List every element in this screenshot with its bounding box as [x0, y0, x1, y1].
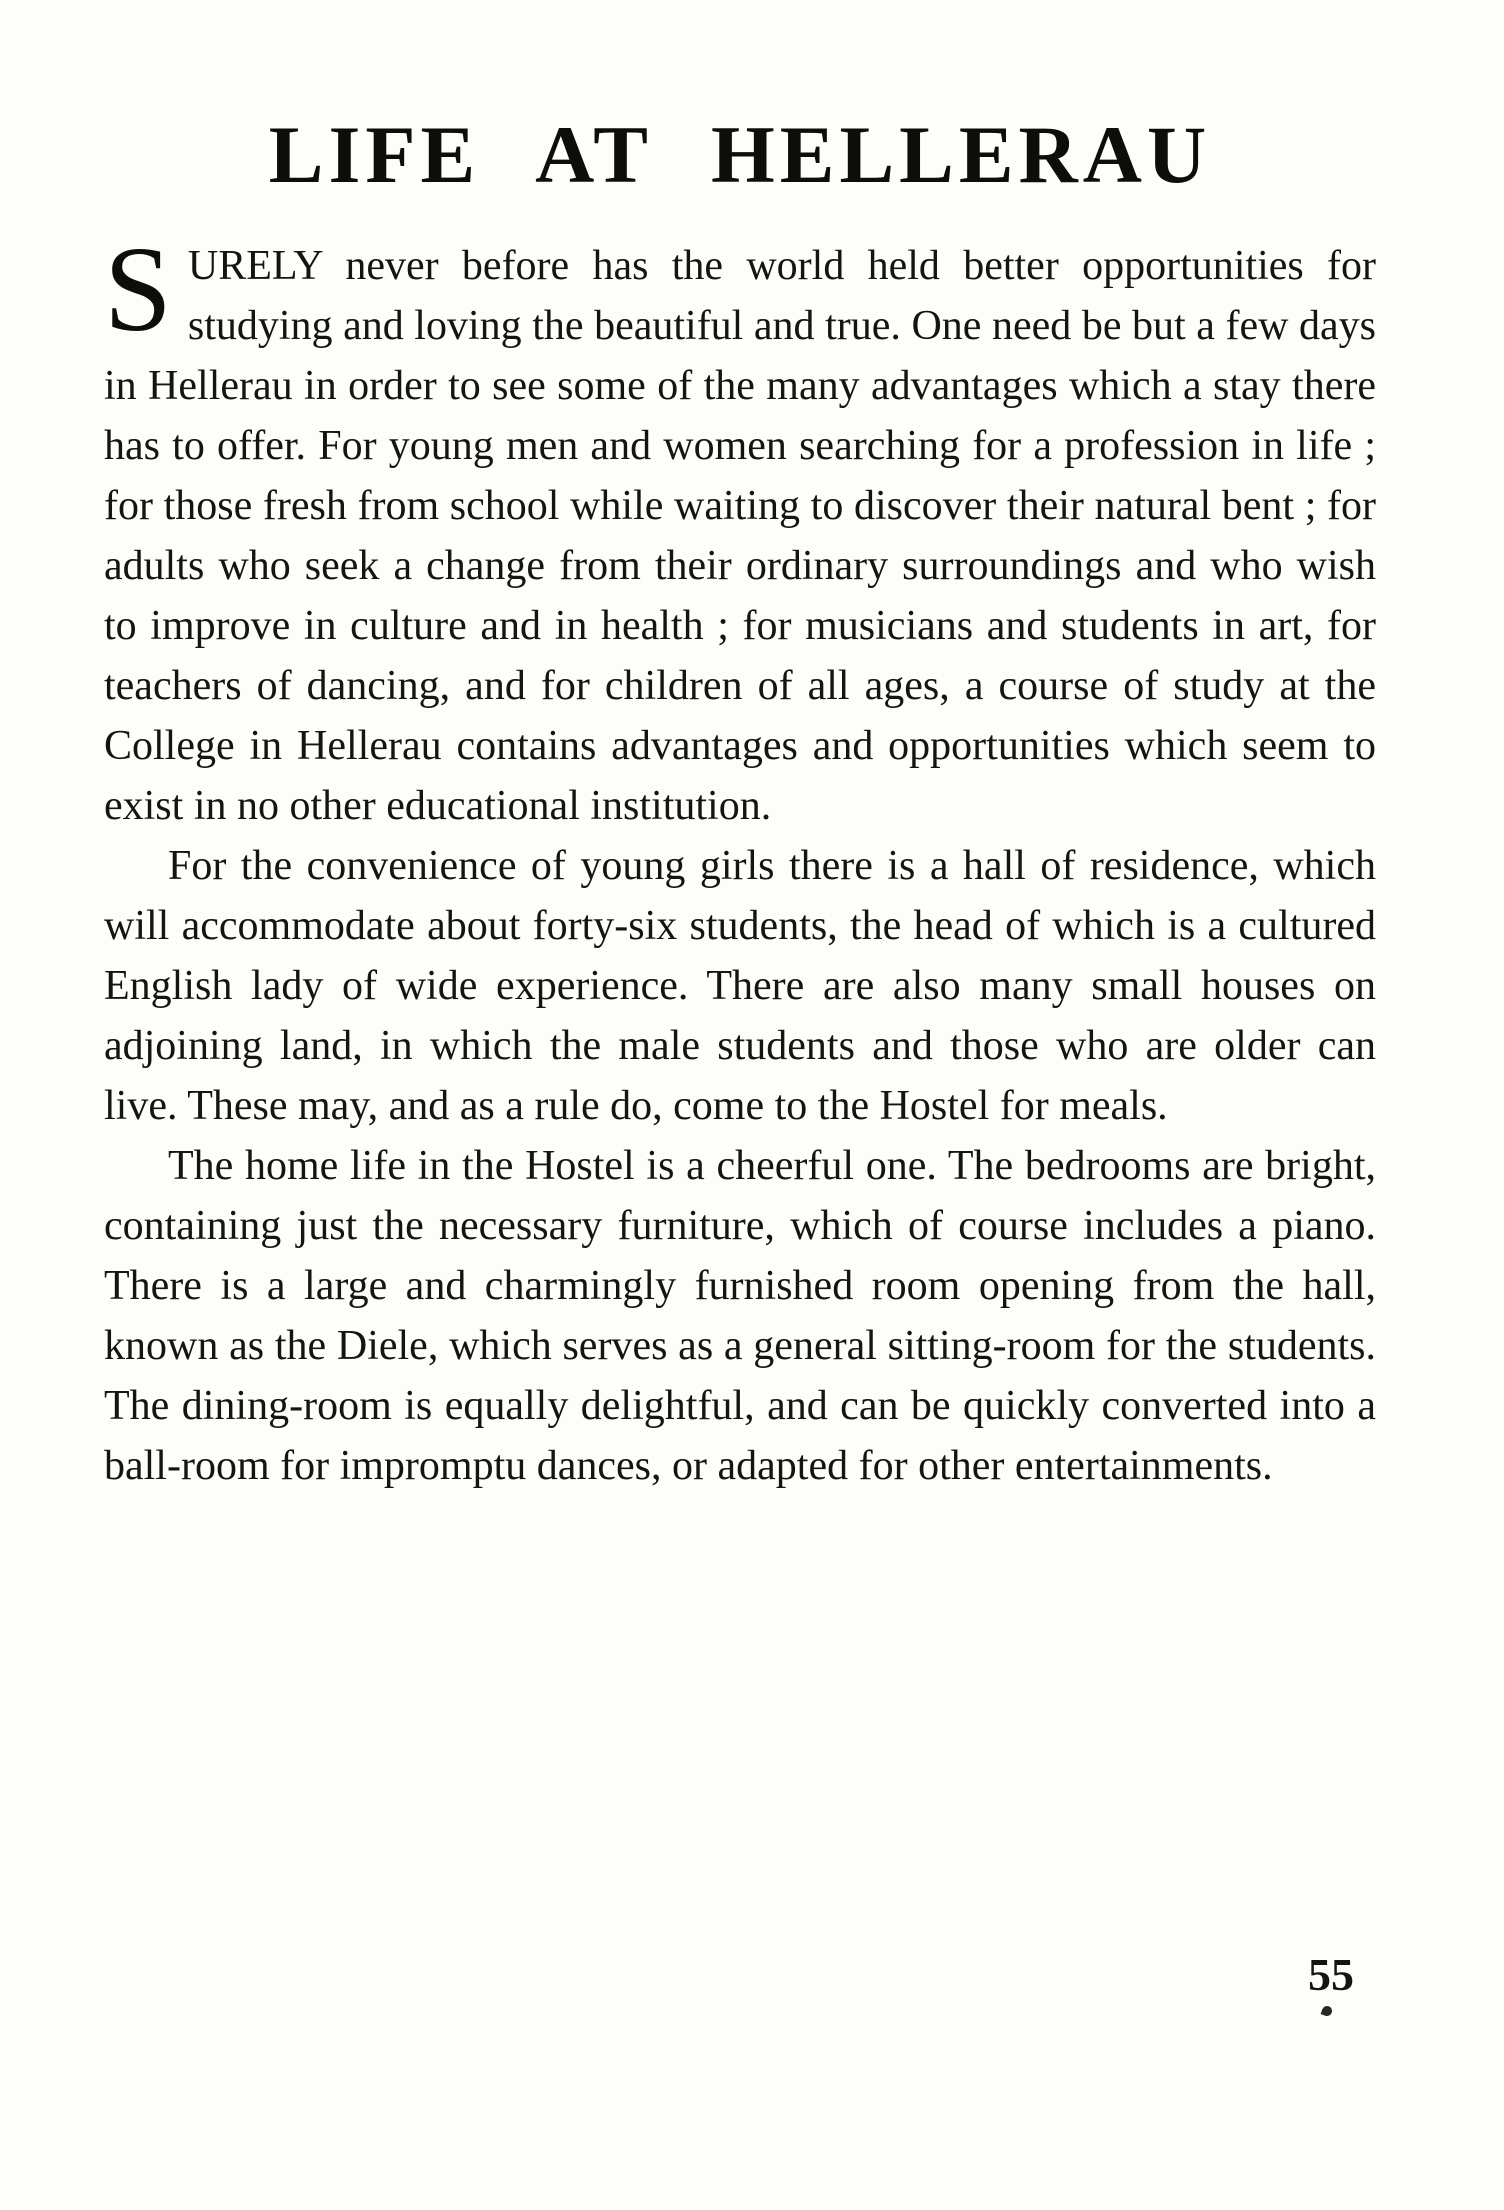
paragraph-1-text: URELY never before has the world held better opportunities for studying and loving the beautiful and true. One need be but a few days in Hellerau in order to see some of the many advantages which a stay there has to offer. For young men and women searching for a profession in life ; for those fresh from school while waiting to discover their natural bent ; for adults who seek a change from their ordinary surroundings and who wish to improve in culture and in health ; for musicians and students in art, for teachers of dancing, and for children of all ages, a course of study at the College in Hellerau contains advantages and opportunities which seem to exist in no other educational institution.: [104, 243, 1376, 829]
paragraph-3: The home life in the Hostel is a cheerful one. The bedrooms are bright, containing just the necessary furniture, which of course includes a piano. There is a large and charmingly furnished room opening from the hall, known as the Diele, which serves as a general sitting-room for the students. The dining-room is equally delightful, and can be quickly converted into a ball-room for impromptu dances, or adapted for other entertainments.: [104, 1143, 1376, 1489]
drop-cap: S: [104, 222, 172, 357]
paragraph-1: [104, 222, 1376, 836]
page-title: LIFE AT HELLERAU: [268, 109, 1212, 200]
page-number: 55: [1308, 1949, 1354, 2000]
paragraph-2: For the convenience of young girls there is a hall of residence, which will accommodate about forty-six students, the head of which is a cultured English lady of wide experience. There are also many small houses on adjoining land, in which the male students and those who are older can live. These may, and as a rule do, come to the Hostel for meals.: [104, 843, 1376, 1129]
